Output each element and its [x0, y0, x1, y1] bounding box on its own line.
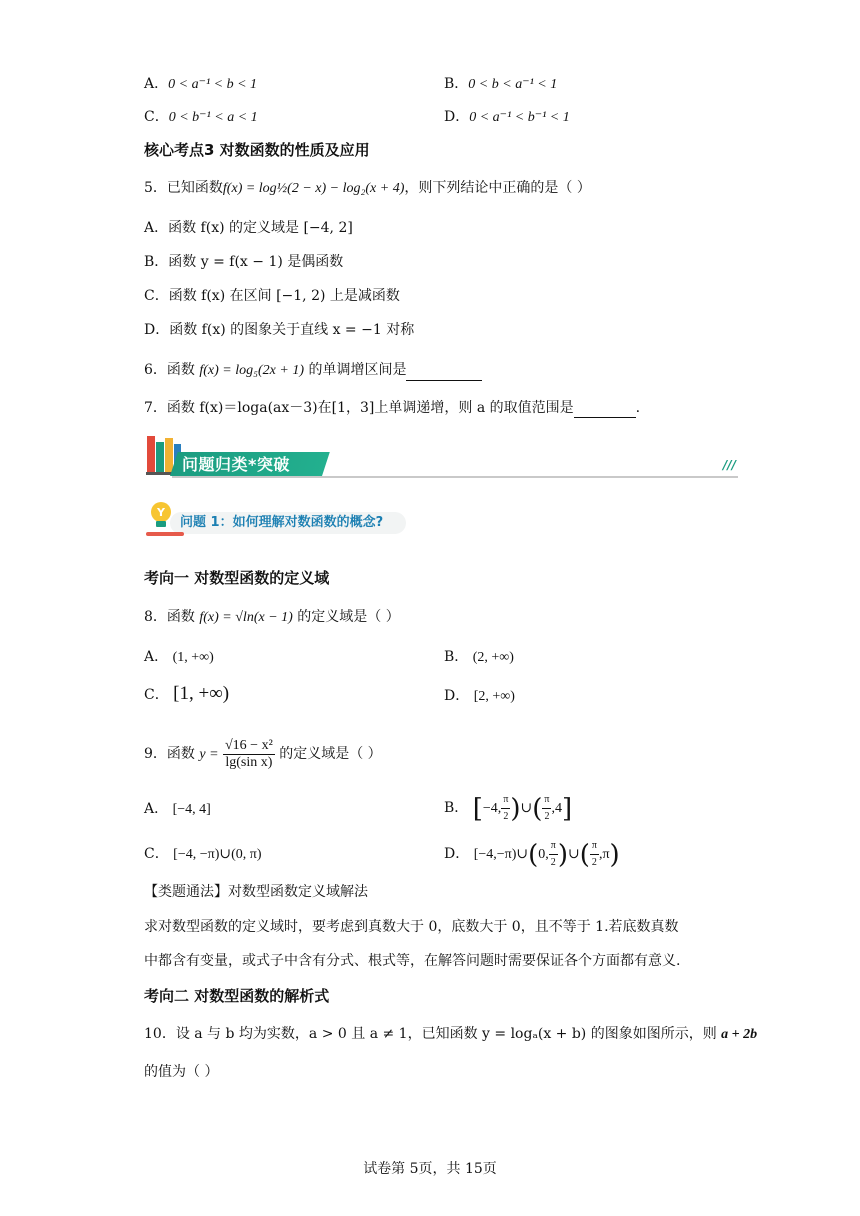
q8-option-b: [444, 647, 514, 668]
method-line-2: 中都含有变量，或式子中含有分式、根式等，在解答问题时需要保证各个方面都有意义.: [144, 953, 681, 969]
q5-prefix: 5．已知函数: [144, 180, 223, 196]
option-label: D．: [444, 109, 470, 125]
option-expr: 0 < b⁻¹ < a < 1: [168, 110, 258, 125]
banner-slashes: ///: [722, 458, 736, 472]
option-expr: [−4,−π)∪(0, $\frac{\pi}{2}$ )∪( $\frac{\pi}{2}$ ,π): [473, 839, 620, 870]
q8-expr: f(x) = √ln(x − 1): [199, 610, 293, 625]
svg-text:Y: Y: [157, 506, 165, 519]
q9-option-a: [144, 799, 211, 820]
option-label: A．: [144, 801, 169, 817]
q5-expr: f(x) = log½(2 − x) − log₂(x + 4): [222, 181, 405, 196]
q4-option-d: [444, 107, 570, 128]
question-tag: [144, 498, 434, 540]
q4-option-b: [444, 74, 557, 95]
q9-option-c: [144, 844, 261, 865]
option-expr: 0 < b < a⁻¹ < 1: [468, 77, 558, 92]
page-footer: 试卷第 5页，共 15页: [363, 1161, 497, 1177]
q8-prefix: 8．函数: [144, 609, 195, 625]
q5-suffix: ，则下列结论中正确的是（ ）: [404, 180, 591, 196]
option-label: A．: [144, 76, 169, 92]
method-line-1: 求对数型函数的定义域时，要考虑到真数大于 0，底数大于 0，且不等于 1.若底数真数: [144, 919, 679, 935]
q9-suffix: 的定义域是（ ）: [279, 746, 382, 762]
option-expr: 0 < a⁻¹ < b < 1: [168, 77, 258, 92]
q10-bold-expr: a + 2b: [721, 1027, 758, 1042]
option-label: C．: [144, 846, 169, 862]
question-tag-underline: [146, 532, 184, 536]
option-label: A．: [144, 649, 169, 665]
q10-line-1: [144, 1024, 757, 1045]
q7-text: 7．函数 f(x)＝loga(ax－3)在[1，3]上单调递增，则 a 的取值范围是: [144, 400, 574, 416]
q9-fraction: [223, 738, 275, 771]
option-expr: [−4, $\frac{\pi}{2}$ )∪( $\frac{\pi}{2}$ ,4]: [472, 793, 573, 824]
option-label: D．: [444, 846, 470, 862]
q9-prefix: 9．函数: [144, 746, 195, 762]
option-expr: 0 < a⁻¹ < b⁻¹ < 1: [469, 110, 570, 125]
kx1-heading: 考向一 对数型函数的定义域: [144, 569, 330, 587]
q10-text: 10．设 a 与 b 均为实数，a > 0 且 a ≠ 1，已知函数 y = logₐ(x + b) 的图象如图所示，则: [144, 1026, 722, 1042]
option-label: B．: [444, 76, 469, 92]
q7-stem: [144, 398, 640, 418]
q8-option-a: [144, 647, 214, 668]
q9-numerator: √16 − x²: [225, 737, 273, 753]
q5-option-c: C．函数 f(x) 在区间 [−1, 2) 上是减函数: [144, 288, 400, 304]
option-expr: [1, +∞): [173, 683, 230, 704]
q5-option-b: B．函数 y = f(x − 1) 是偶函数: [144, 254, 344, 270]
q4-option-a: [144, 74, 257, 95]
option-expr: [−4, −π)∪(0, π): [173, 847, 262, 862]
q6-suffix: 的单调增区间是: [308, 362, 407, 378]
q8-suffix: 的定义域是（ ）: [297, 609, 400, 625]
option-label: D．: [444, 688, 470, 704]
section3-heading: 核心考点3 对数函数的性质及应用: [144, 141, 370, 159]
option-label: B．: [444, 800, 469, 816]
q4-option-c: [144, 107, 258, 128]
method-title: 【类题通法】对数型函数定义域解法: [144, 884, 368, 900]
option-label: C．: [144, 687, 169, 703]
q8-stem: [144, 607, 400, 628]
q5-option-a: A．函数 f(x) 的定义域是 [−4, 2]: [144, 220, 353, 236]
section-banner: [144, 434, 738, 476]
q9-stem: 9．函数 y = $\frac{\text{√16 − x²}}{\text{lg(sin x)}}$ 的定义域是（ ）: [144, 737, 382, 770]
q5-stem: [144, 178, 591, 199]
q9-option-d: [444, 836, 620, 873]
banner-title: 问题归类*突破: [182, 455, 290, 474]
q8-option-d: [444, 686, 515, 707]
q5-option-d: D．函数 f(x) 的图象关于直线 x = −1 对称: [144, 322, 415, 338]
q7-end: .: [635, 400, 641, 416]
option-expr: (2, +∞): [472, 650, 514, 665]
option-expr: [−4, 4]: [172, 802, 211, 817]
kx2-heading: 考向二 对数型函数的解析式: [144, 987, 330, 1005]
q6-prefix: 6．函数: [144, 362, 195, 378]
option-expr: (1, +∞): [172, 650, 214, 665]
q10-line-2: 的值为（ ）: [144, 1064, 219, 1080]
q6-expr: f(x) = log₅(2x + 1): [199, 363, 304, 378]
option-expr: [2, +∞): [473, 689, 515, 704]
q8-option-c: [144, 684, 229, 705]
answer-blank[interactable]: [574, 401, 636, 418]
option-label: C．: [144, 109, 169, 125]
option-label: B．: [444, 649, 469, 665]
q6-stem: [144, 360, 482, 381]
lightbulb-icon: [146, 500, 176, 534]
answer-blank[interactable]: [406, 364, 482, 381]
q9-denominator: lg(sin x): [225, 754, 273, 770]
question-tag-text: 问题 1：如何理解对数函数的概念?: [180, 515, 384, 530]
q9-option-b: [444, 790, 572, 827]
